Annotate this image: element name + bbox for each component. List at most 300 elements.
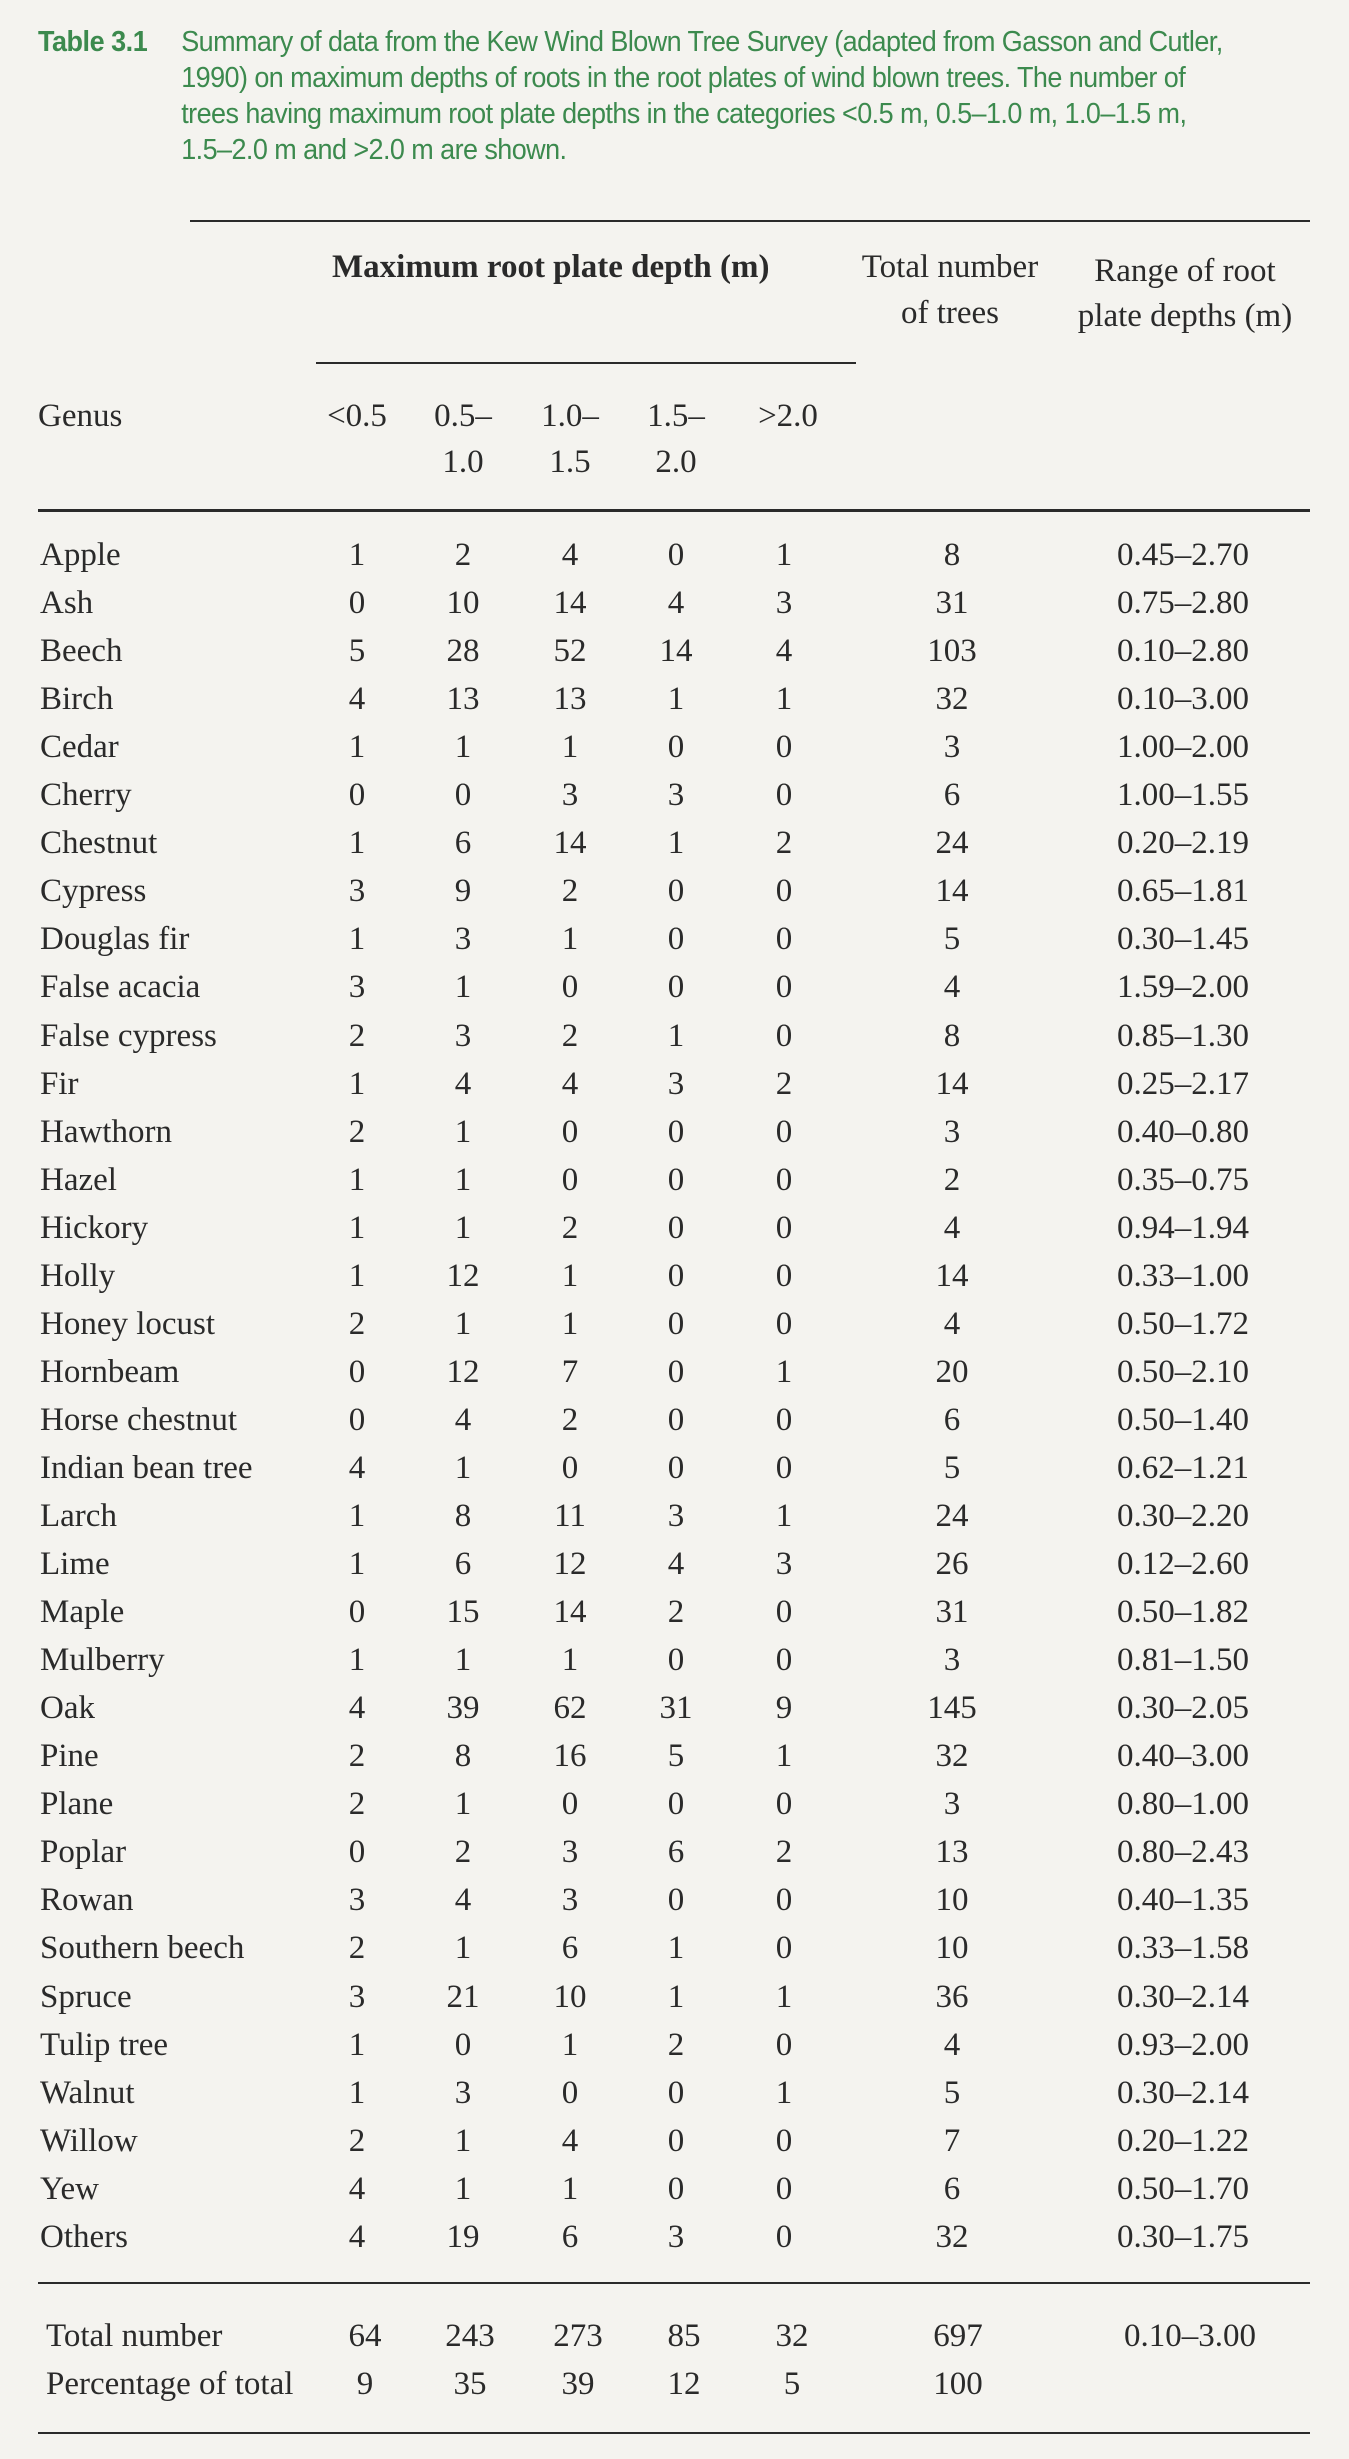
count-cell-bin-4: 0 <box>667 1113 685 1150</box>
genus-cell: Poplar <box>40 1834 127 1871</box>
percent-row-total: 100 <box>933 2366 983 2402</box>
total-cell: 5 <box>943 921 961 958</box>
table-row <box>0 1352 1349 1400</box>
count-cell-bin-2: 28 <box>446 633 480 670</box>
count-cell-bin-3: 3 <box>561 1834 579 1871</box>
range-cell: 0.20–1.22 <box>1117 2122 1249 2159</box>
genus-cell: Horse chestnut <box>40 1401 238 1438</box>
count-cell-bin-1: 1 <box>348 2074 366 2111</box>
header-total-line1: Total number <box>861 249 1039 285</box>
range-cell: 0.10–2.80 <box>1117 633 1249 670</box>
count-cell-bin-1: 3 <box>348 1978 366 2015</box>
count-cell-bin-3: 0 <box>561 1161 579 1198</box>
total-row-label: Total number <box>46 2318 223 2354</box>
count-cell-bin-3: 1 <box>561 2026 579 2063</box>
count-cell-bin-2: 39 <box>446 1690 480 1727</box>
header-bin-3: 1.0– <box>541 398 599 434</box>
count-cell-bin-4: 0 <box>667 969 685 1006</box>
table-row <box>0 2121 1349 2169</box>
total-cell: 14 <box>935 1257 969 1294</box>
count-cell-bin-3: 2 <box>561 1209 579 1246</box>
genus-cell: Rowan <box>40 1882 134 1919</box>
count-cell-bin-3: 62 <box>553 1690 587 1727</box>
table-row <box>0 1400 1349 1448</box>
count-cell-bin-2: 1 <box>454 729 472 766</box>
count-cell-bin-2: 2 <box>454 1834 472 1871</box>
header-bin-2: 0.5– <box>434 398 492 434</box>
genus-cell: Birch <box>40 681 114 718</box>
count-cell-bin-4: 4 <box>667 1546 685 1583</box>
count-cell-bin-5: 0 <box>775 1305 793 1342</box>
count-cell-bin-3: 4 <box>561 537 579 573</box>
genus-cell: Apple <box>40 537 121 573</box>
count-cell-bin-5: 2 <box>775 1834 793 1871</box>
count-cell-bin-3: 14 <box>553 825 587 862</box>
table-row <box>0 1640 1349 1688</box>
count-cell-bin-4: 4 <box>667 585 685 622</box>
count-cell-bin-4: 0 <box>667 537 685 573</box>
range-cell: 0.25–2.17 <box>1117 1065 1249 1102</box>
table-row <box>0 1016 1349 1064</box>
count-cell-bin-5: 0 <box>775 1449 793 1486</box>
count-cell-bin-2: 12 <box>446 1353 480 1390</box>
header-total-line2: of trees <box>900 295 1000 331</box>
count-cell-bin-1: 3 <box>348 1882 366 1919</box>
count-cell-bin-3: 1 <box>561 1305 579 1342</box>
genus-cell: Beech <box>40 633 123 670</box>
total-cell: 8 <box>943 537 961 573</box>
header-bin-5: >2.0 <box>758 398 818 434</box>
body-bottom-rule <box>38 2282 1310 2284</box>
table-row <box>0 1304 1349 1352</box>
total-cell: 4 <box>943 969 961 1006</box>
count-cell-bin-5: 1 <box>775 2074 793 2111</box>
table-row <box>0 967 1349 1015</box>
header-bin-3-line2: 1.5 <box>549 444 591 480</box>
range-cell: 0.62–1.21 <box>1117 1449 1249 1486</box>
count-cell-bin-5: 0 <box>775 777 793 814</box>
total-cell: 14 <box>935 1065 969 1102</box>
count-cell-bin-5: 0 <box>775 2170 793 2207</box>
count-cell-bin-1: 2 <box>348 1305 366 1342</box>
count-cell-bin-5: 0 <box>775 2218 793 2255</box>
range-cell: 0.30–1.45 <box>1117 921 1249 958</box>
range-cell: 0.94–1.94 <box>1117 1209 1249 1246</box>
table-row <box>0 583 1349 631</box>
count-cell-bin-5: 0 <box>775 1594 793 1631</box>
range-cell: 0.80–1.00 <box>1117 1786 1249 1823</box>
count-cell-bin-2: 1 <box>454 1161 472 1198</box>
genus-cell: Douglas fir <box>40 921 190 958</box>
count-cell-bin-1: 2 <box>348 1113 366 1150</box>
header-bin-4: 1.5– <box>647 398 705 434</box>
total-cell: 3 <box>943 729 961 766</box>
range-cell: 0.30–1.75 <box>1117 2218 1249 2255</box>
table-row <box>0 775 1349 823</box>
count-cell-bin-1: 1 <box>348 1065 366 1102</box>
count-cell-bin-5: 0 <box>775 1882 793 1919</box>
genus-cell: Yew <box>40 2170 100 2207</box>
genus-cell: False acacia <box>40 969 201 1006</box>
table-row <box>0 631 1349 679</box>
count-cell-bin-3: 0 <box>561 1786 579 1823</box>
range-cell: 0.50–2.10 <box>1117 1353 1249 1390</box>
count-cell-bin-2: 15 <box>446 1594 480 1631</box>
range-cell: 0.30–2.14 <box>1117 2074 1249 2111</box>
range-cell: 0.50–1.70 <box>1117 2170 1249 2207</box>
genus-cell: Hickory <box>40 1209 149 1246</box>
count-cell-bin-4: 0 <box>667 2074 685 2111</box>
table-row <box>0 823 1349 871</box>
total-cell: 7 <box>943 2122 961 2159</box>
range-cell: 0.40–0.80 <box>1117 1113 1249 1150</box>
count-cell-bin-2: 0 <box>454 2026 472 2063</box>
header-genus: Genus <box>38 398 123 434</box>
top-rule <box>190 220 1310 222</box>
count-cell-bin-3: 11 <box>554 1498 586 1534</box>
genus-cell: Cypress <box>40 873 147 910</box>
count-cell-bin-1: 0 <box>348 1834 366 1871</box>
count-cell-bin-4: 2 <box>667 2026 685 2063</box>
range-cell: 0.33–1.00 <box>1117 1257 1249 1294</box>
range-cell: 0.40–3.00 <box>1117 1738 1249 1775</box>
header-bin-4-line2: 2.0 <box>655 444 697 480</box>
total-cell: 3 <box>943 1642 961 1679</box>
count-cell-bin-5: 1 <box>775 1978 793 2015</box>
percent-row-bin-2: 35 <box>453 2366 487 2402</box>
range-cell: 0.33–1.58 <box>1117 1930 1249 1967</box>
header-bottom-rule <box>38 509 1310 512</box>
total-cell: 36 <box>935 1978 969 2015</box>
total-cell: 145 <box>927 1690 977 1727</box>
range-cell: 0.40–1.35 <box>1117 1882 1249 1919</box>
table-row <box>0 535 1349 583</box>
count-cell-bin-1: 3 <box>348 873 366 910</box>
total-cell: 10 <box>935 1930 969 1967</box>
total-cell: 3 <box>943 1113 961 1150</box>
count-cell-bin-5: 0 <box>775 1113 793 1150</box>
range-cell: 0.30–2.20 <box>1117 1498 1249 1534</box>
count-cell-bin-4: 0 <box>667 1642 685 1679</box>
total-cell: 6 <box>943 2170 961 2207</box>
genus-cell: Others <box>40 2218 128 2255</box>
count-cell-bin-4: 0 <box>667 1401 685 1438</box>
header-bin-1: <0.5 <box>327 398 387 434</box>
genus-cell: Lime <box>40 1546 110 1583</box>
count-cell-bin-3: 1 <box>561 1257 579 1294</box>
percent-row-label: Percentage of total <box>46 2366 294 2402</box>
total-cell: 10 <box>935 1882 969 1919</box>
count-cell-bin-4: 1 <box>667 1017 685 1054</box>
total-cell: 103 <box>927 633 977 670</box>
count-cell-bin-1: 2 <box>348 1930 366 1967</box>
count-cell-bin-3: 0 <box>561 1113 579 1150</box>
count-cell-bin-2: 8 <box>454 1738 472 1775</box>
total-cell: 4 <box>943 1209 961 1246</box>
count-cell-bin-4: 0 <box>667 2122 685 2159</box>
count-cell-bin-5: 2 <box>775 1065 793 1102</box>
count-cell-bin-3: 16 <box>553 1738 587 1775</box>
count-cell-bin-2: 1 <box>454 1209 472 1246</box>
table-row <box>0 1448 1349 1496</box>
count-cell-bin-5: 0 <box>775 1930 793 1967</box>
count-cell-bin-4: 0 <box>667 1209 685 1246</box>
count-cell-bin-5: 9 <box>775 1690 793 1727</box>
count-cell-bin-3: 52 <box>553 633 587 670</box>
count-cell-bin-2: 1 <box>454 1642 472 1679</box>
count-cell-bin-3: 4 <box>561 2122 579 2159</box>
genus-cell: Larch <box>40 1498 117 1534</box>
count-cell-bin-4: 0 <box>667 1257 685 1294</box>
count-cell-bin-3: 7 <box>561 1353 579 1390</box>
count-cell-bin-5: 0 <box>775 1209 793 1246</box>
total-cell: 26 <box>935 1546 969 1583</box>
total-row-bin-2: 243 <box>445 2318 495 2354</box>
table-row <box>0 679 1349 727</box>
count-cell-bin-4: 1 <box>667 681 685 718</box>
percent-row-bin-1: 9 <box>356 2366 374 2402</box>
total-row-range: 0.10–3.00 <box>1124 2318 1256 2354</box>
header-depth-group: Maximum root plate depth (m) <box>332 249 770 285</box>
count-cell-bin-2: 10 <box>446 585 480 622</box>
count-cell-bin-4: 6 <box>667 1834 685 1871</box>
count-cell-bin-5: 1 <box>775 681 793 718</box>
count-cell-bin-1: 4 <box>348 1449 366 1486</box>
count-cell-bin-1: 2 <box>348 2122 366 2159</box>
count-cell-bin-2: 1 <box>454 1449 472 1486</box>
count-cell-bin-1: 1 <box>348 1257 366 1294</box>
total-cell: 32 <box>935 1738 969 1775</box>
count-cell-bin-1: 0 <box>348 1353 366 1390</box>
genus-cell: Ash <box>40 585 94 622</box>
total-row-bin-4: 85 <box>667 2318 701 2354</box>
table-row <box>0 1977 1349 2025</box>
count-cell-bin-4: 3 <box>667 1065 685 1102</box>
table-row <box>0 1832 1349 1880</box>
count-cell-bin-5: 0 <box>775 873 793 910</box>
genus-cell: Chestnut <box>40 825 158 862</box>
count-cell-bin-1: 1 <box>348 1209 366 1246</box>
count-cell-bin-5: 0 <box>775 2122 793 2159</box>
count-cell-bin-1: 3 <box>348 969 366 1006</box>
count-cell-bin-1: 1 <box>348 2026 366 2063</box>
count-cell-bin-3: 12 <box>553 1546 587 1583</box>
count-cell-bin-1: 1 <box>348 1498 366 1534</box>
count-cell-bin-4: 0 <box>667 873 685 910</box>
count-cell-bin-2: 1 <box>454 1786 472 1823</box>
count-cell-bin-3: 3 <box>561 1882 579 1919</box>
count-cell-bin-1: 1 <box>348 537 366 573</box>
total-cell: 6 <box>943 1401 961 1438</box>
header-range-line1: Range of root <box>1094 253 1276 289</box>
count-cell-bin-4: 1 <box>667 825 685 862</box>
footer-bottom-rule <box>38 2432 1310 2434</box>
genus-cell: Hornbeam <box>40 1353 180 1390</box>
count-cell-bin-1: 1 <box>348 921 366 958</box>
count-cell-bin-5: 4 <box>775 633 793 670</box>
count-cell-bin-3: 4 <box>561 1065 579 1102</box>
count-cell-bin-5: 1 <box>775 1738 793 1775</box>
count-cell-bin-1: 0 <box>348 1401 366 1438</box>
count-cell-bin-2: 6 <box>454 1546 472 1583</box>
total-row-total: 697 <box>933 2318 983 2354</box>
count-cell-bin-2: 6 <box>454 825 472 862</box>
count-cell-bin-2: 1 <box>454 2170 472 2207</box>
count-cell-bin-2: 2 <box>454 537 472 573</box>
range-cell: 0.65–1.81 <box>1117 873 1249 910</box>
count-cell-bin-2: 4 <box>454 1882 472 1919</box>
count-cell-bin-3: 1 <box>561 1642 579 1679</box>
count-cell-bin-4: 0 <box>667 1882 685 1919</box>
count-cell-bin-4: 5 <box>667 1738 685 1775</box>
count-cell-bin-1: 0 <box>348 585 366 622</box>
count-cell-bin-5: 0 <box>775 969 793 1006</box>
count-cell-bin-4: 0 <box>667 921 685 958</box>
count-cell-bin-1: 4 <box>348 2218 366 2255</box>
count-cell-bin-2: 4 <box>454 1401 472 1438</box>
count-cell-bin-3: 6 <box>561 1930 579 1967</box>
genus-cell: Willow <box>40 2122 138 2159</box>
count-cell-bin-1: 1 <box>348 1546 366 1583</box>
count-cell-bin-2: 13 <box>446 681 480 718</box>
percent-row-bin-4: 12 <box>667 2366 701 2402</box>
range-cell: 1.59–2.00 <box>1117 969 1249 1006</box>
genus-cell: Cherry <box>40 777 132 814</box>
range-cell: 0.80–2.43 <box>1117 1834 1249 1871</box>
table-row <box>0 1112 1349 1160</box>
count-cell-bin-5: 0 <box>775 1161 793 1198</box>
count-cell-bin-3: 1 <box>561 2170 579 2207</box>
count-cell-bin-2: 4 <box>454 1065 472 1102</box>
total-cell: 2 <box>943 1161 961 1198</box>
count-cell-bin-2: 19 <box>446 2218 480 2255</box>
count-cell-bin-2: 1 <box>454 1305 472 1342</box>
count-cell-bin-1: 2 <box>348 1017 366 1054</box>
count-cell-bin-4: 0 <box>667 1786 685 1823</box>
count-cell-bin-3: 1 <box>561 729 579 766</box>
genus-cell: Walnut <box>40 2074 135 2111</box>
table-row <box>0 2073 1349 2121</box>
count-cell-bin-1: 2 <box>348 1786 366 1823</box>
percent-row <box>0 2364 1349 2412</box>
table-row <box>0 1160 1349 1208</box>
count-cell-bin-3: 2 <box>561 1401 579 1438</box>
table-row <box>0 1208 1349 1256</box>
count-cell-bin-3: 13 <box>553 681 587 718</box>
count-cell-bin-2: 8 <box>454 1498 472 1534</box>
total-cell: 31 <box>935 1594 969 1631</box>
range-cell: 0.12–2.60 <box>1117 1546 1249 1583</box>
count-cell-bin-4: 1 <box>667 1978 685 2015</box>
count-cell-bin-5: 1 <box>775 537 793 573</box>
total-cell: 13 <box>935 1834 969 1871</box>
count-cell-bin-5: 1 <box>775 1498 793 1534</box>
range-cell: 1.00–1.55 <box>1117 777 1249 814</box>
genus-cell: Oak <box>40 1690 95 1727</box>
count-cell-bin-3: 2 <box>561 1017 579 1054</box>
genus-cell: Holly <box>40 1257 116 1294</box>
genus-cell: Indian bean tree <box>40 1449 253 1486</box>
count-cell-bin-3: 14 <box>553 1594 587 1631</box>
table-row <box>0 1928 1349 1976</box>
count-cell-bin-3: 6 <box>561 2218 579 2255</box>
count-cell-bin-4: 2 <box>667 1594 685 1631</box>
range-cell: 0.50–1.82 <box>1117 1594 1249 1631</box>
table-row <box>0 1592 1349 1640</box>
count-cell-bin-5: 0 <box>775 729 793 766</box>
count-cell-bin-2: 12 <box>446 1257 480 1294</box>
range-cell: 0.81–1.50 <box>1117 1642 1249 1679</box>
genus-cell: Fir <box>40 1065 79 1102</box>
header-group-rule <box>316 362 856 364</box>
total-cell: 32 <box>935 2218 969 2255</box>
genus-cell: Hawthorn <box>40 1113 172 1150</box>
count-cell-bin-2: 9 <box>454 873 472 910</box>
range-cell: 0.10–3.00 <box>1117 681 1249 718</box>
count-cell-bin-3: 2 <box>561 873 579 910</box>
range-cell: 0.45–2.70 <box>1117 537 1249 573</box>
count-cell-bin-5: 3 <box>775 1546 793 1583</box>
count-cell-bin-1: 1 <box>348 1161 366 1198</box>
range-cell: 0.20–2.19 <box>1117 825 1249 862</box>
genus-cell: Hazel <box>40 1161 117 1198</box>
total-cell: 4 <box>943 1305 961 1342</box>
count-cell-bin-3: 0 <box>561 2074 579 2111</box>
percent-row-bin-3: 39 <box>561 2366 595 2402</box>
total-cell: 5 <box>943 2074 961 2111</box>
percent-row-bin-5: 5 <box>783 2366 801 2402</box>
genus-cell: Pine <box>40 1738 99 1775</box>
table-row <box>0 2025 1349 2073</box>
total-cell: 4 <box>943 2026 961 2063</box>
genus-cell: Cedar <box>40 729 119 766</box>
table-row <box>0 1544 1349 1592</box>
table-row <box>0 1256 1349 1304</box>
range-cell: 0.30–2.14 <box>1117 1978 1249 2015</box>
table-row <box>0 919 1349 967</box>
header-range-line2: plate depths (m) <box>1077 298 1293 334</box>
genus-cell: Tulip tree <box>40 2026 169 2063</box>
range-cell: 0.85–1.30 <box>1117 1017 1249 1054</box>
count-cell-bin-5: 0 <box>775 1257 793 1294</box>
count-cell-bin-4: 0 <box>667 1305 685 1342</box>
table-number: Table 3.1 <box>38 26 148 58</box>
total-row-bin-5: 32 <box>775 2318 809 2354</box>
genus-cell: Spruce <box>40 1978 132 2015</box>
count-cell-bin-4: 0 <box>667 2170 685 2207</box>
count-cell-bin-5: 0 <box>775 1017 793 1054</box>
count-cell-bin-4: 3 <box>667 777 685 814</box>
count-cell-bin-5: 3 <box>775 585 793 622</box>
count-cell-bin-1: 1 <box>348 729 366 766</box>
table-row <box>0 1880 1349 1928</box>
range-cell: 0.75–2.80 <box>1117 585 1249 622</box>
count-cell-bin-1: 4 <box>348 2170 366 2207</box>
count-cell-bin-1: 0 <box>348 1594 366 1631</box>
count-cell-bin-2: 3 <box>454 921 472 958</box>
table-row <box>0 1784 1349 1832</box>
count-cell-bin-3: 1 <box>561 921 579 958</box>
count-cell-bin-2: 1 <box>454 2122 472 2159</box>
table-row <box>0 871 1349 919</box>
count-cell-bin-3: 0 <box>561 969 579 1006</box>
count-cell-bin-1: 1 <box>348 825 366 862</box>
total-row <box>0 2316 1349 2364</box>
count-cell-bin-4: 3 <box>667 2218 685 2255</box>
count-cell-bin-2: 3 <box>454 2074 472 2111</box>
range-cell: 0.35–0.75 <box>1117 1161 1249 1198</box>
range-cell: 0.93–2.00 <box>1117 2026 1249 2063</box>
